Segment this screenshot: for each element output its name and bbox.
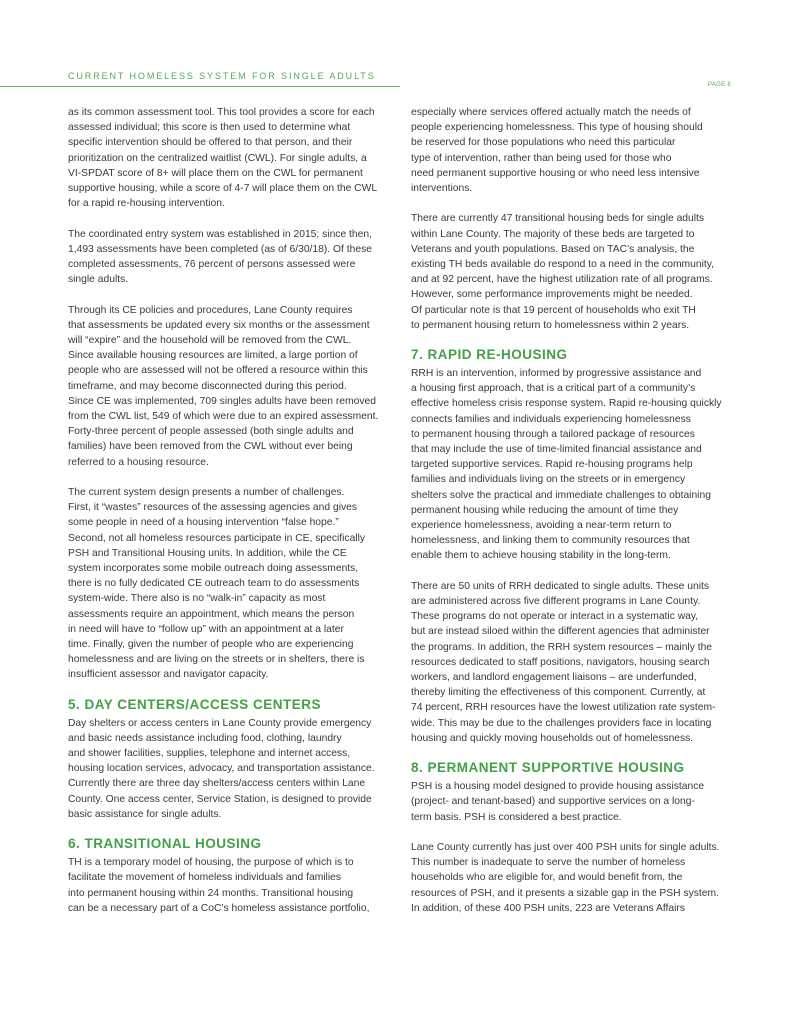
paragraph: PSH is a housing model designed to provide housing assistance (project- and tenant-based) and supportive services on a long- term basis. PSH is considered a best practice. <box>411 781 705 823</box>
paragraph: RRH is an intervention, informed by progressive assistance and a housing first approach, that is a critical part of a community’s effective homeless crisis response system. Rapid re-housing quickly connects families and individuals experiencing homelessness to permanent housing through a tailored package of resources that may include the use of time-limited financial assistance and targeted supportive services. Rapid re-housing programs help families and individuals living on the streets or in emergency shelters solve the practical and immediate challenges to obtaining permanent housing while reducing the amount of time they experience homelessness, avoiding a near-term return to homelessness, and linking them to community resources that enable them to achieve housing stability in the long-term. <box>411 368 722 562</box>
header-title: CURRENT HOMELESS SYSTEM FOR SINGLE ADULTS <box>68 71 376 81</box>
section-heading-day-centers: 5. DAY CENTERS/ACCESS CENTERS <box>68 696 322 712</box>
paragraph: especially where services offered actually match the needs of people experiencing homelessness. This type of housing should be reserved for those populations who need this particular type of intervention, rather than being used for those who need permanent supportive housing or who need less intensive interventions. <box>411 107 703 195</box>
paragraph: Lane County currently has just over 400 PSH units for single adults. This number is inadequate to serve the number of homeless households who are eligible for, and would benefit from, the resources of PSH, and it presents a sizable gap in the PSH system. In addition, of these 400 PSH units, 223 are Veterans Affairs <box>411 841 720 914</box>
paragraph: Day shelters or access centers in Lane County provide emergency and basic needs assistance including food, clothing, laundry and shower facilities, supplies, telephone and internet access, housing location services, advocacy, and transportation assistance. Currently there are three day shelters/access centers within Lane County. One access center, Service Station, is designed to provide basic assistance for single adults. <box>68 717 375 820</box>
paragraph: The current system design presents a number of challenges. First, it “wastes” resources of the assessing agencies and gives some people in need of a housing intervention “false hope.” Second, not all homeless resources participate in CE, specifically PSH and Transitional Housing units. In addition, while the CE system incorporates some mobile outreach doing assessments, there is no fully dedicated CE outreach team to do assessments system-wide. There also is no “walk-in” capacity as most assessments require an appointment, which means the person in need will have to “follow up” with an appointment at a later time. Finally, given the number of people who are experiencing homelessness and are living on the streets or in shelters, there is insufficient assessor and navigator capacity. <box>68 487 366 681</box>
section-heading-transitional-housing: 6. TRANSITIONAL HOUSING <box>68 836 262 852</box>
paragraph: Through its CE policies and procedures, Lane County requires that assessments be updated every six months or the assessment will “expire” and the household will be removed from the CWL. Since available housing resources are limited, a large portion of people who are assessed will not be offered a resource within this timeframe, and may become disconnected during this period. Since CE was implemented, 709 singles adults have been removed from the CWL list, 549 of which were due to an expired assessment. Forty-three percent of people assessed (both single adults and families) have been removed from the CWL without ever being referred to a housing resource. <box>68 304 379 468</box>
paragraph: There are 50 units of RRH dedicated to single adults. These units are administered across five different programs in Lane County. These programs do not operate or interact in a systematic way, but are instead siloed within the different agencies that administer the programs. In addition, the RRH system resources – mainly the resources dedicated to staff positions, navigators, housing search workers, and landlord engagement liaisons – are underfunded, thereby limiting the effectiveness of this component. Currently, at 74 percent, RRH resources have the lowest utilization rate system- wide. This may be due to the challenges providers face in locating housing and quickly moving households out of homelessness. <box>411 580 716 744</box>
section-heading-permanent-supportive-housing: 8. PERMANENT SUPPORTIVE HOUSING <box>411 760 685 776</box>
page-number: PAGE 8 <box>708 82 732 88</box>
section-heading-rapid-rehousing: 7. RAPID RE-HOUSING <box>411 347 568 363</box>
left-column <box>68 105 396 931</box>
right-column <box>411 105 739 931</box>
header-divider <box>0 86 400 87</box>
paragraph: The coordinated entry system was established in 2015; since then, 1,493 assessments have been completed (as of 6/30/18). Of these completed assessments, 76 percent of persons assessed were single adults. <box>68 228 372 286</box>
paragraph: TH is a temporary model of housing, the purpose of which is to facilitate the movement of homeless individuals and families into permanent housing within 24 months. Transitional housing can be a necessary part of a CoC’s homeless assistance portfolio, <box>68 857 370 914</box>
paragraph: There are currently 47 transitional housing beds for single adults within Lane County. The majority of these beds are targeted to Veterans and youth populations. Based on TAC’s analysis, the existing TH beds available do respond to a need in the community, and at 92 percent, have the highest utilization rate of all programs. However, some performance improvements might be needed. Of particular note is that 19 percent of households who exit TH to permanent housing return to homelessness within 2 years. <box>411 213 714 331</box>
paragraph: as its common assessment tool. This tool provides a score for each assessed individual; this score is then used to determine what specific intervention should be offered to that person, and their prioritization on the centralized waitlist (CWL). For single adults, a VI-SPDAT score of 8+ will place them on the CWL for permanent supportive housing, while a score of 4-7 will place them on the CWL for a rapid re-housing intervention. <box>68 107 378 210</box>
